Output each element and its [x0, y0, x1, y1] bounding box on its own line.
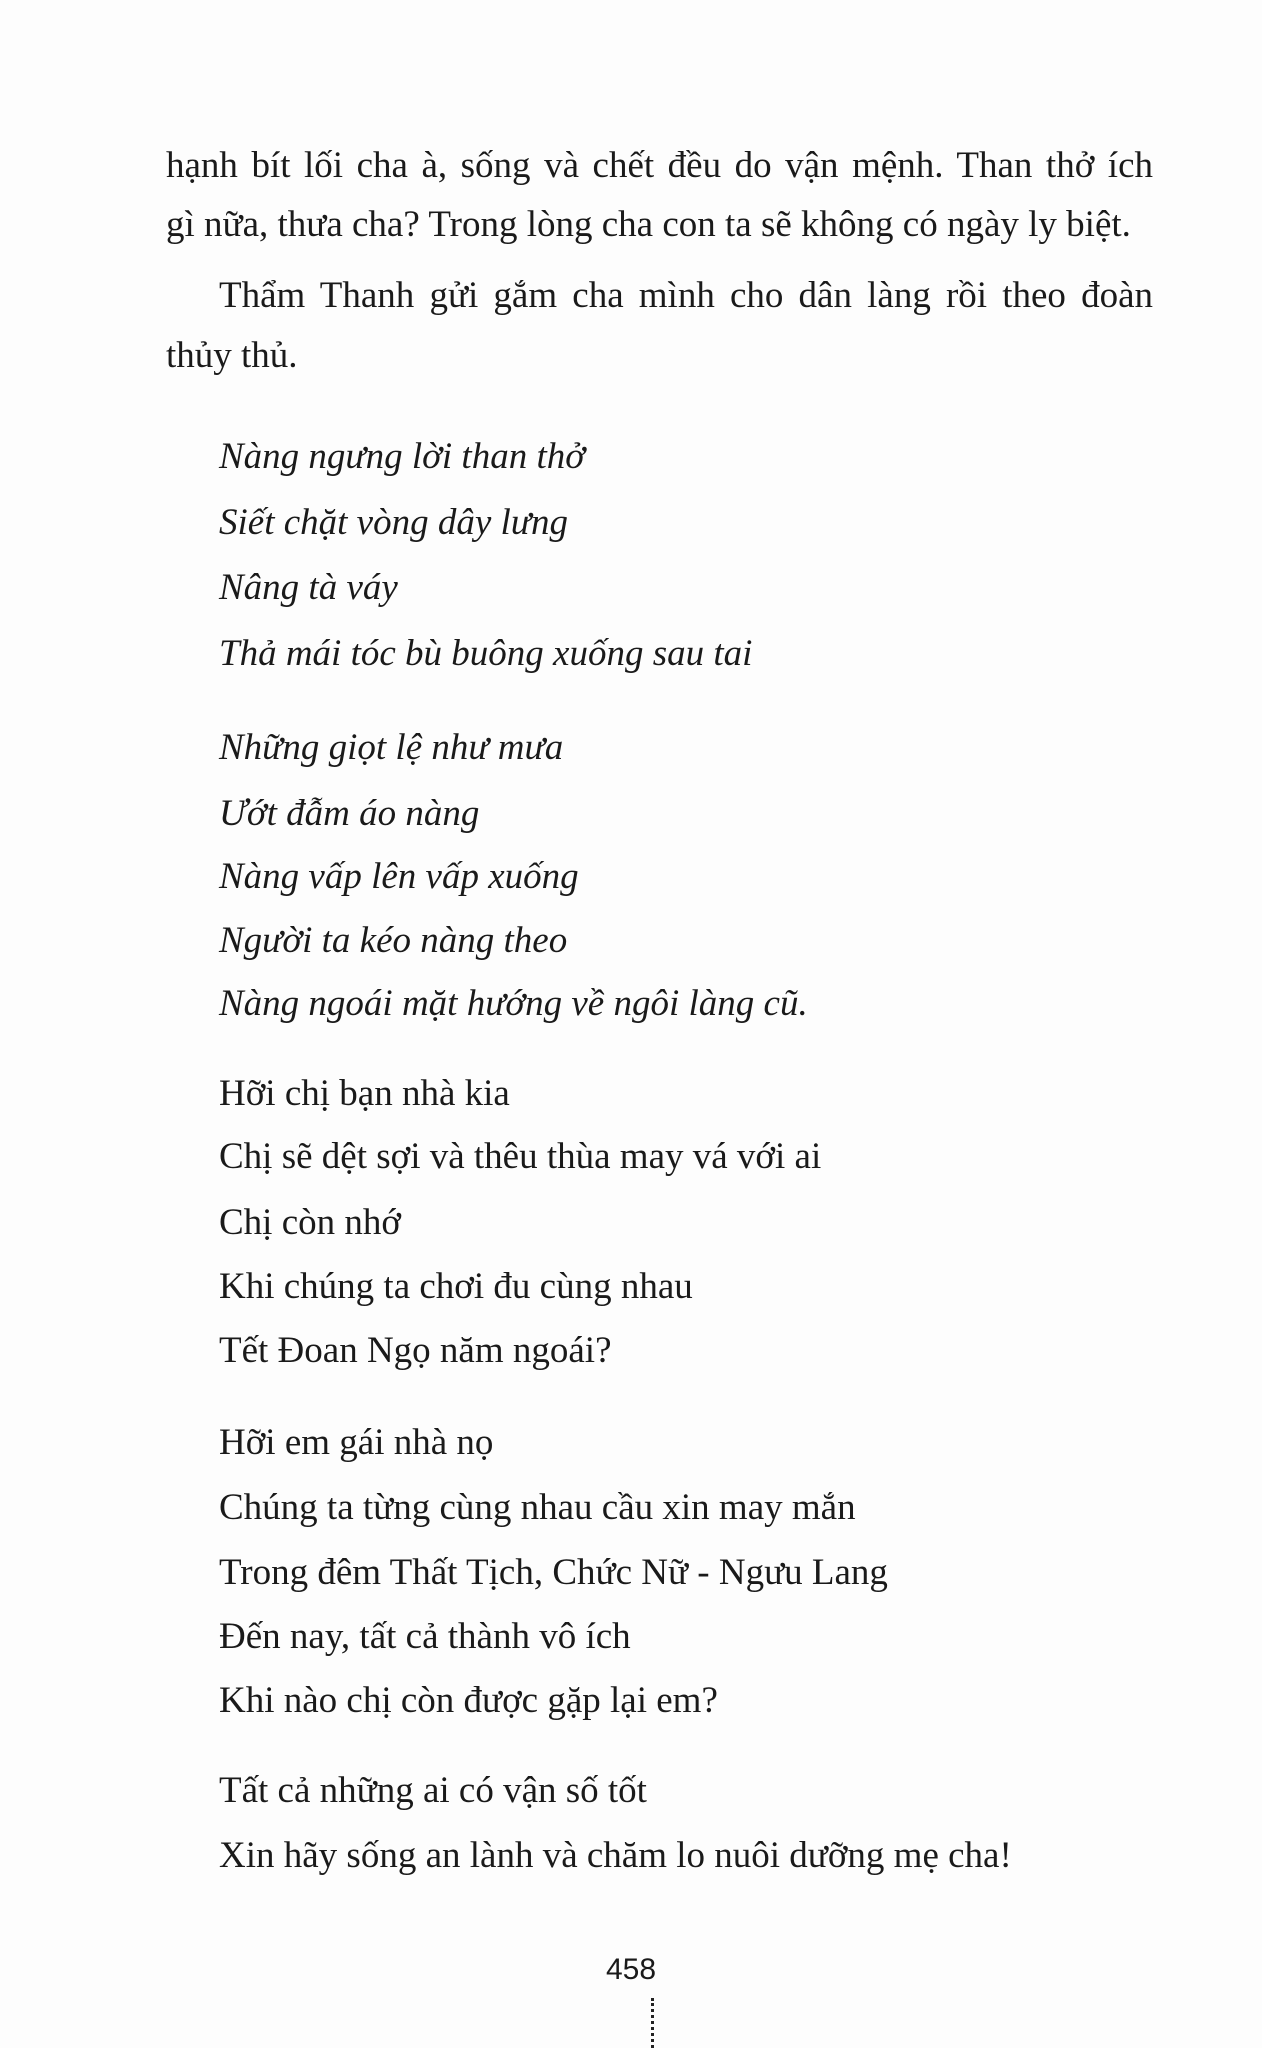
- poem-line: Hỡi em gái nhà nọ: [219, 1422, 494, 1463]
- poem-line: Xin hãy sống an lành và chăm lo nuôi dưỡng mẹ cha!: [219, 1835, 1012, 1876]
- dotted-divider: [651, 1998, 654, 2048]
- poem-line: Khi nào chị còn được gặp lại em?: [219, 1680, 718, 1721]
- poem-line: Đến nay, tất cả thành vô ích: [219, 1616, 631, 1657]
- poem-line: Thả mái tóc bù buông xuống sau tai: [219, 633, 753, 674]
- poem-line: Chị còn nhớ: [219, 1202, 401, 1243]
- poem-line: Chúng ta từng cùng nhau cầu xin may mắn: [219, 1487, 856, 1528]
- poem-line: Khi chúng ta chơi đu cùng nhau: [219, 1266, 693, 1307]
- prose-line: gì nữa, thưa cha? Trong lòng cha con ta sẽ không có ngày ly biệt.: [166, 204, 1131, 245]
- poem-line: Những giọt lệ như mưa: [219, 727, 564, 768]
- poem-line: Ướt đẫm áo nàng: [219, 793, 480, 834]
- prose-line: Thẩm Thanh gửi gắm cha mình cho dân làng rồi theo đoàn: [219, 275, 1153, 316]
- poem-line: Chị sẽ dệt sợi và thêu thùa may vá với ai: [219, 1136, 822, 1177]
- poem-line: Nàng ngoái mặt hướng về ngôi làng cũ.: [219, 983, 808, 1024]
- poem-line: Tất cả những ai có vận số tốt: [219, 1770, 647, 1811]
- prose-line: thủy thủ.: [166, 335, 298, 376]
- poem-line: Nàng ngưng lời than thở: [219, 436, 585, 477]
- poem-line: Người ta kéo nàng theo: [219, 920, 568, 961]
- poem-line: Tết Đoan Ngọ năm ngoái?: [219, 1330, 612, 1371]
- poem-line: Siết chặt vòng dây lưng: [219, 502, 568, 543]
- poem-line: Nàng vấp lên vấp xuống: [219, 856, 579, 897]
- page-number: 458: [605, 1953, 657, 1986]
- poem-line: Trong đêm Thất Tịch, Chức Nữ - Ngưu Lang: [219, 1552, 888, 1593]
- poem-line: Hỡi chị bạn nhà kia: [219, 1073, 510, 1114]
- prose-line: hạnh bít lối cha à, sống và chết đều do vận mệnh. Than thở ích: [166, 145, 1153, 186]
- poem-line: Nâng tà váy: [219, 567, 398, 608]
